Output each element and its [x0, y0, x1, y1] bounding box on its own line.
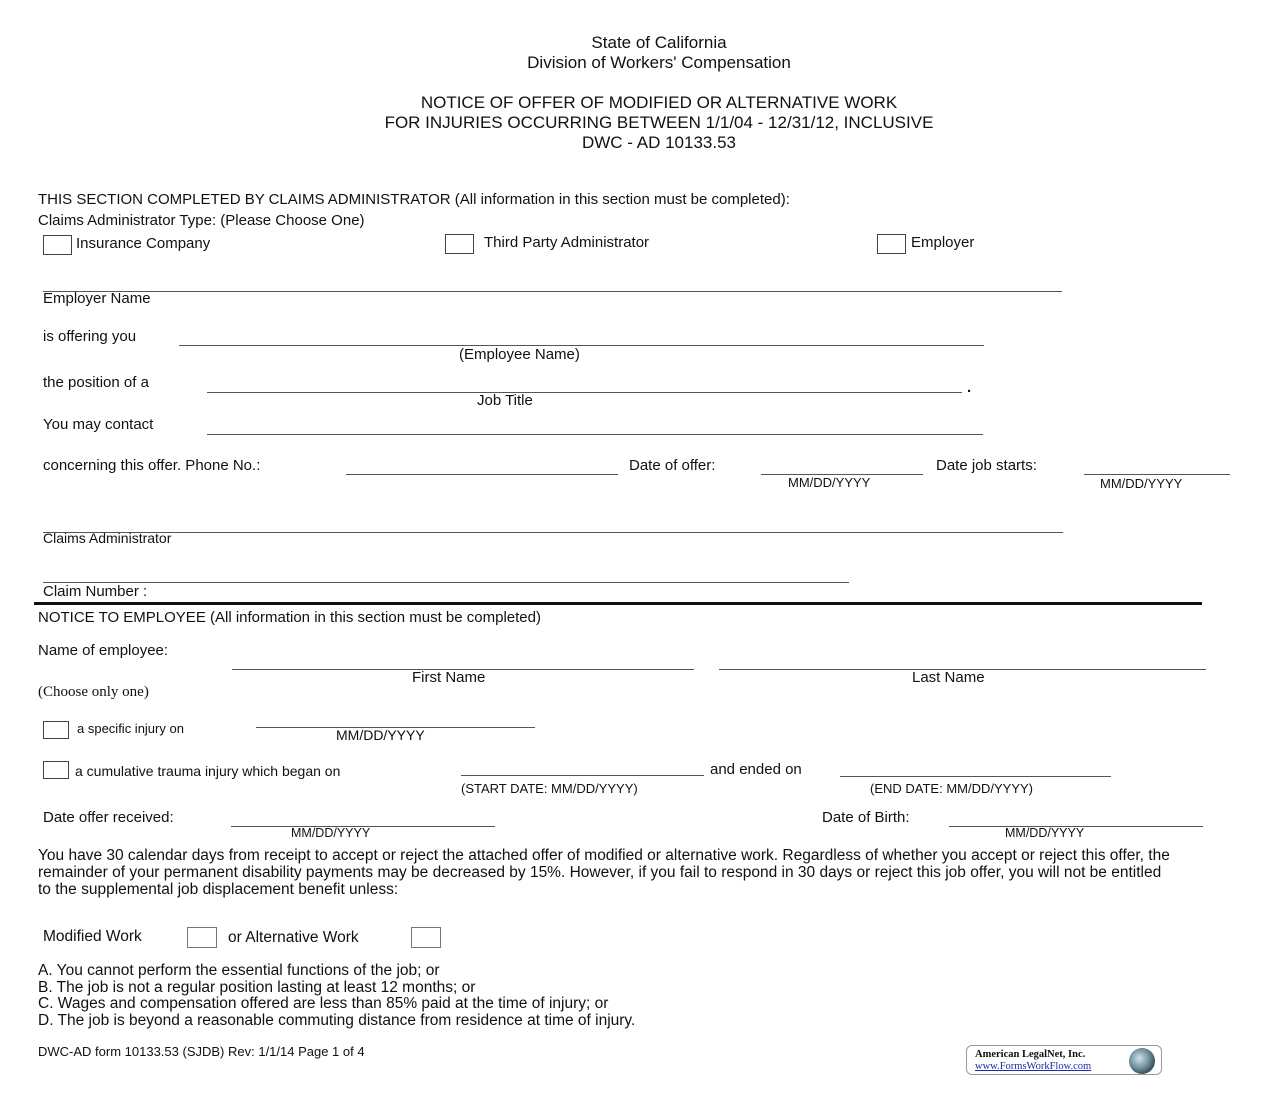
globe-icon — [1129, 1048, 1155, 1074]
cumulative-trauma-label: a cumulative trauma injury which began on — [75, 763, 341, 779]
offering-label: is offering you — [43, 328, 137, 345]
dob-caption: MM/DD/YYYY — [1005, 826, 1085, 840]
form-title-line2: FOR INJURIES OCCURRING BETWEEN 1/1/04 - 12/31/12, INCLUSIVE — [384, 113, 934, 132]
logo-company-name: American LegalNet, Inc. — [975, 1049, 1086, 1060]
section-divider — [34, 602, 1202, 605]
start-date-caption: (START DATE: MM/DD/YYYY) — [461, 781, 638, 796]
form-title-line1: NOTICE OF OFFER OF MODIFIED OR ALTERNATIVE WORK — [420, 93, 898, 112]
third-party-administrator-label: Third Party Administrator — [484, 234, 650, 251]
cumulative-end-date-field[interactable] — [840, 776, 1111, 777]
condition-d: D. The job is beyond a reasonable commuting distance from residence at time of injury. — [38, 1012, 636, 1029]
date-received-label: Date offer received: — [43, 809, 174, 826]
employee-name-field[interactable] — [179, 345, 984, 346]
checkbox-employer[interactable] — [877, 234, 906, 254]
header-state: State of California — [591, 33, 727, 52]
employee-section-heading: NOTICE TO EMPLOYEE (All information in this section must be completed) — [38, 609, 541, 626]
checkbox-modified-work[interactable] — [187, 927, 217, 948]
form-title-line3: DWC - AD 10133.53 — [581, 133, 736, 152]
header-division: Division of Workers' Compensation — [527, 53, 791, 72]
claim-number-field[interactable] — [43, 582, 849, 583]
checkbox-cumulative-trauma[interactable] — [43, 761, 69, 779]
phone-label: concerning this offer. Phone No.: — [43, 457, 261, 474]
admin-section-heading: THIS SECTION COMPLETED BY CLAIMS ADMINISTRATOR (All information in this section must be completed): — [38, 191, 790, 208]
ended-on-label: and ended on — [710, 761, 802, 778]
contact-field[interactable] — [207, 434, 983, 435]
position-label: the position of a — [43, 374, 149, 391]
employee-name-label: Name of employee: — [38, 642, 169, 659]
claims-administrator-label: Claims Administrator — [43, 530, 172, 546]
insurance-company-label: Insurance Company — [76, 235, 211, 252]
alternative-work-label: or Alternative Work — [228, 929, 359, 946]
last-name-caption: Last Name — [912, 669, 985, 686]
admin-type-label: Claims Administrator Type: (Please Choose One) — [38, 212, 365, 229]
american-legalnet-logo[interactable] — [966, 1045, 1162, 1075]
contact-label: You may contact — [43, 416, 154, 433]
specific-injury-label: a specific injury on — [77, 721, 184, 736]
cumulative-start-date-field[interactable] — [461, 775, 704, 776]
employer-label: Employer — [911, 234, 975, 251]
logo-url-link[interactable]: www.FormsWorkFlow.com — [975, 1061, 1092, 1072]
end-date-caption: (END DATE: MM/DD/YYYY) — [870, 781, 1033, 796]
notice-paragraph: You have 30 calendar days from receipt to accept or reject the attached offer of modified or alternative work. Regardless of whether you accept or reject this offer, the remainder of your permanent disability payments may be decreased by 15%. However, if you fail to respond in 30 days or reject this job offer, you will not be entitled to the supplemental job displacement benefit unless: — [38, 847, 1170, 898]
date-offer-caption: MM/DD/YYYY — [788, 475, 871, 490]
job-title-caption: Job Title — [477, 392, 533, 409]
period: . — [967, 379, 972, 396]
date-offer-label: Date of offer: — [629, 457, 716, 474]
date-received-caption: MM/DD/YYYY — [291, 826, 371, 840]
employer-name-label: Employer Name — [43, 290, 151, 307]
phone-field[interactable] — [346, 474, 618, 475]
date-job-starts-label: Date job starts: — [936, 457, 1037, 474]
employer-name-field[interactable] — [43, 291, 1062, 292]
first-name-caption: First Name — [412, 669, 486, 686]
condition-b: B. The job is not a regular position lasting at least 12 months; or — [38, 979, 476, 996]
choose-only-one-label: (Choose only one) — [38, 684, 149, 700]
claims-administrator-field[interactable] — [43, 532, 1063, 533]
date-job-starts-caption: MM/DD/YYYY — [1100, 476, 1183, 491]
claim-number-label: Claim Number : — [43, 583, 148, 600]
checkbox-third-party-administrator[interactable] — [445, 234, 474, 254]
job-title-field[interactable] — [207, 392, 962, 393]
checkbox-insurance-company[interactable] — [43, 235, 72, 255]
modified-work-label: Modified Work — [43, 928, 142, 945]
checkbox-alternative-work[interactable] — [411, 927, 441, 948]
dob-label: Date of Birth: — [822, 809, 910, 826]
date-job-starts-field[interactable] — [1084, 474, 1230, 475]
condition-c: C. Wages and compensation offered are less than 85% paid at the time of injury; or — [38, 995, 609, 1012]
condition-a: A. You cannot perform the essential functions of the job; or — [38, 962, 440, 979]
specific-injury-caption: MM/DD/YYYY — [336, 727, 425, 743]
form-id-footer: DWC-AD form 10133.53 (SJDB) Rev: 1/1/14 Page 1 of 4 — [38, 1044, 365, 1059]
checkbox-specific-injury[interactable] — [43, 721, 69, 739]
employee-name-caption: (Employee Name) — [459, 346, 580, 363]
